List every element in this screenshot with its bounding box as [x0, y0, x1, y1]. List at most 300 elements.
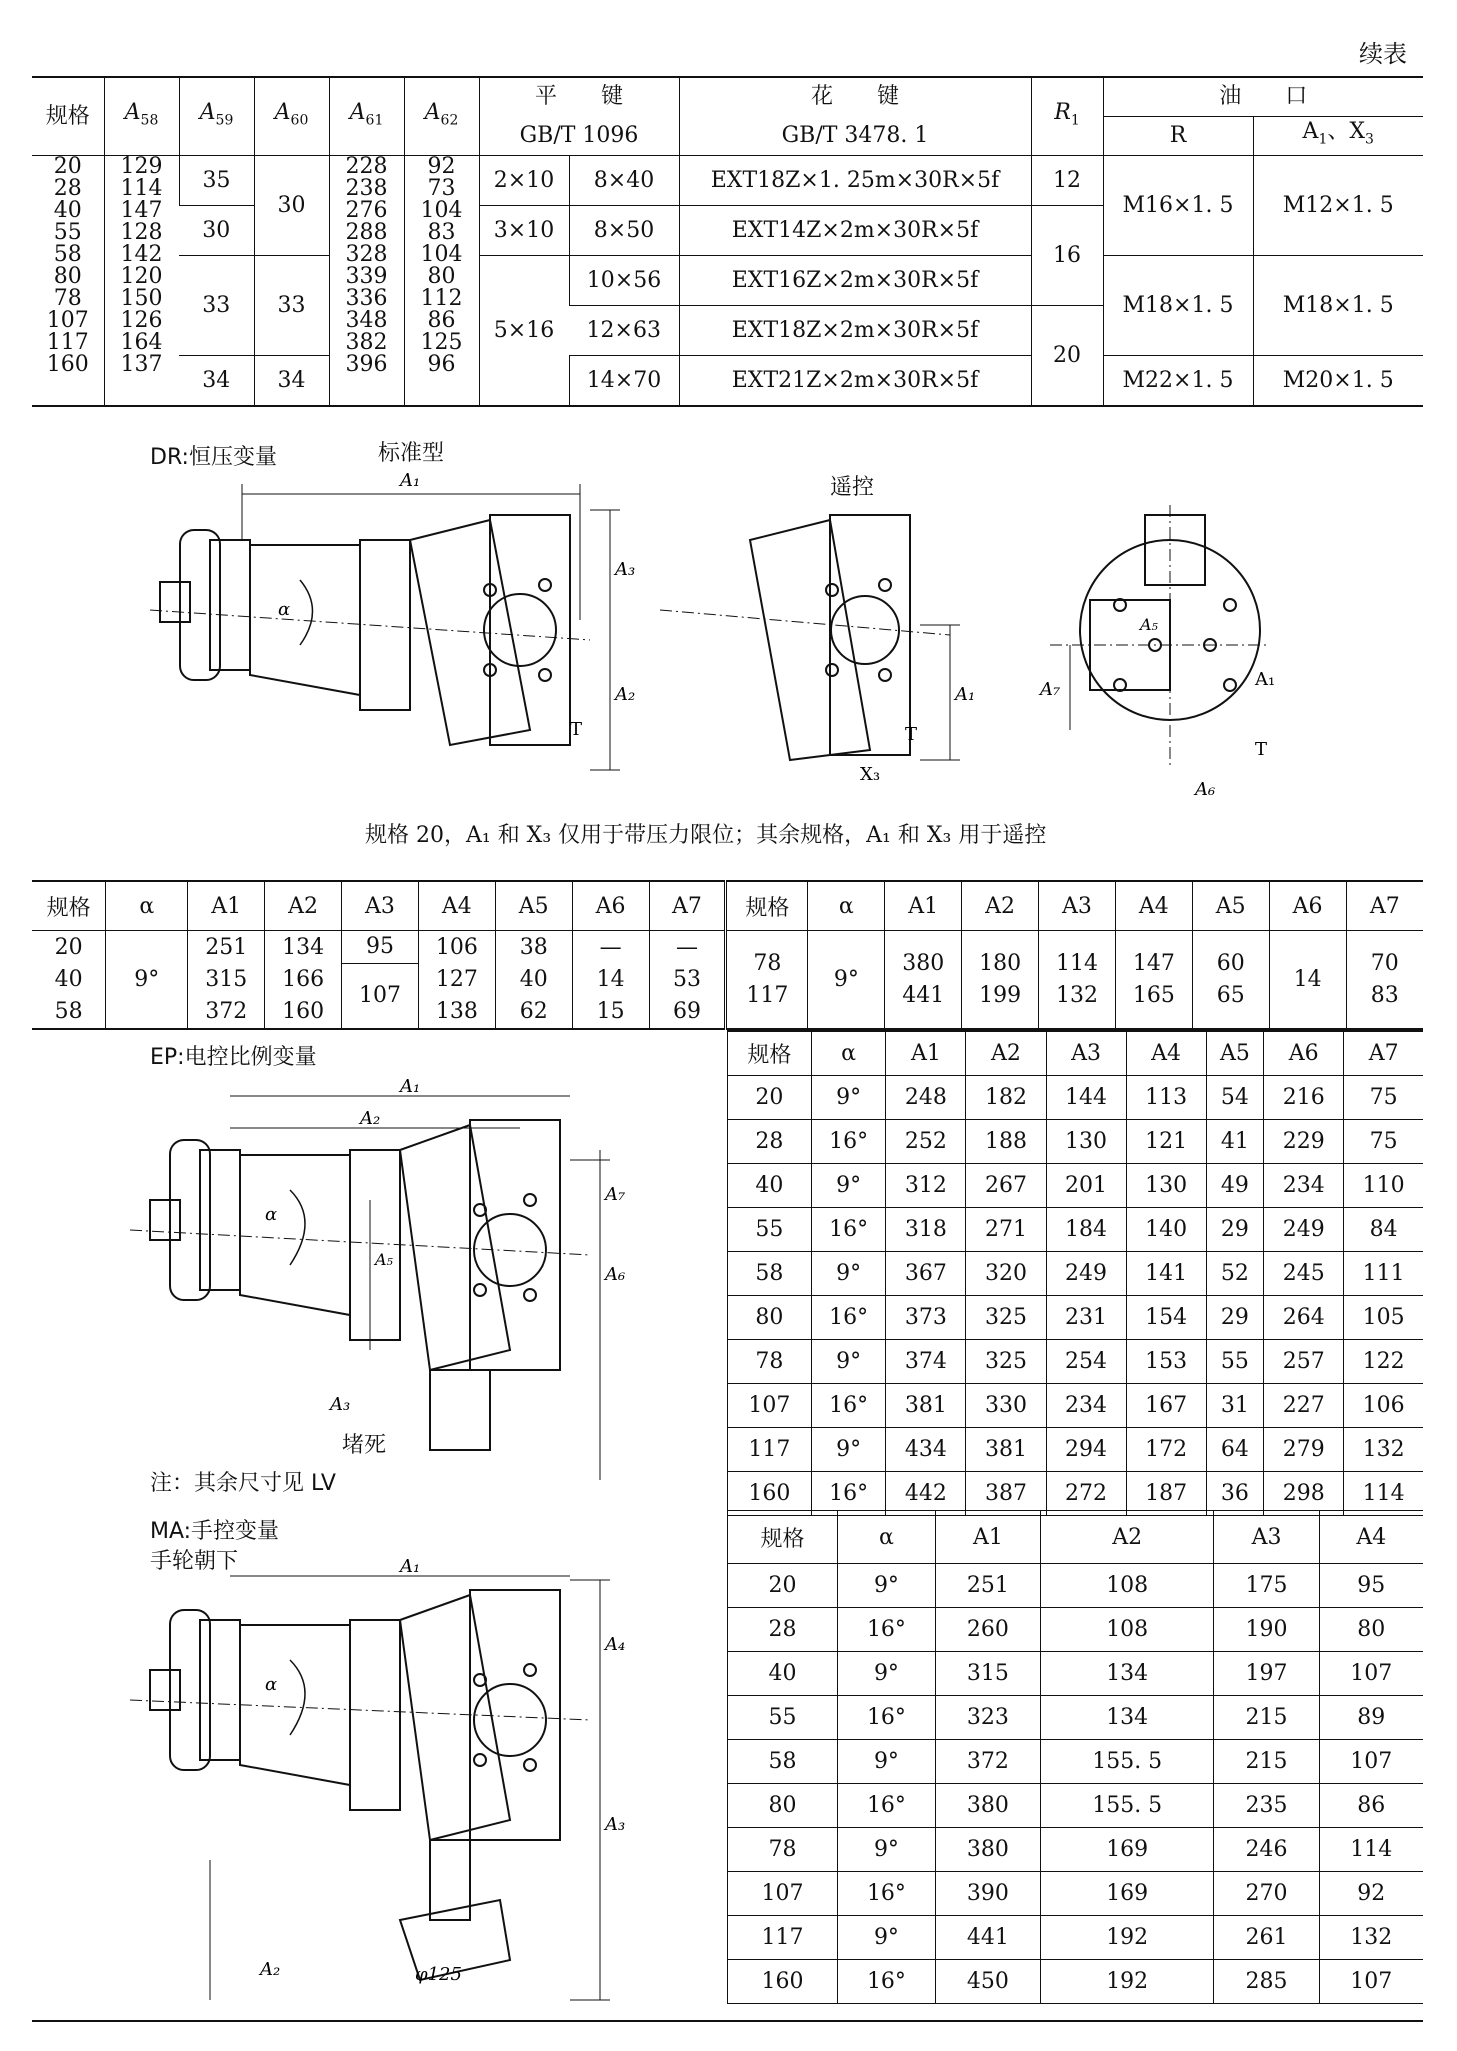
table-cell: 381 [966, 1428, 1046, 1472]
table-cell: 117 [728, 1428, 812, 1472]
a58-column: 129 114 147 128 142 120 150 126 164 137 [104, 156, 179, 407]
table-cell: 246 [1214, 1828, 1319, 1872]
header-a62: $A_{62}$ [404, 77, 479, 156]
table-cell: 434 [886, 1428, 966, 1472]
table-row [728, 1340, 1424, 1384]
header-a61: $A_{61}$ [329, 77, 404, 156]
table-cell: 160 [728, 1472, 812, 1516]
table-cell: 441 [935, 1916, 1040, 1960]
table-cell: 130 [1126, 1164, 1206, 1208]
table-cell: 20 [728, 1076, 812, 1120]
table-row [728, 1608, 1424, 1652]
dim-alpha: α [278, 599, 291, 620]
t2-a1: 251 315 372 [188, 931, 265, 1030]
oil-a-cell: M18×1. 5 [1253, 256, 1423, 356]
t2-header: A7 [649, 881, 726, 931]
table-cell: 16° [838, 1696, 936, 1740]
table-cell: 450 [935, 1960, 1040, 2004]
table-cell: 80 [1319, 1608, 1423, 1652]
table-cell: 106 [1344, 1384, 1423, 1428]
table-cell: 130 [1046, 1120, 1126, 1164]
flatkey1-cell: 2×10 [479, 156, 569, 206]
table-cell: 16° [838, 1872, 936, 1916]
oil-a-cell: M20×1. 5 [1253, 356, 1423, 407]
a60-cell: 30 [254, 156, 329, 256]
ma-table [727, 1510, 1423, 2004]
table-cell: 155. 5 [1040, 1740, 1214, 1784]
spline-cell: EXT14Z×2m×30R×5f [679, 206, 1031, 256]
table-cell: 105 [1344, 1296, 1423, 1340]
table-cell: 16° [811, 1120, 886, 1164]
port-t: T [570, 719, 583, 740]
a59-cell: 35 [179, 156, 254, 206]
table-cell: 234 [1264, 1164, 1344, 1208]
table-row [728, 1740, 1424, 1784]
table-row [728, 1696, 1424, 1740]
table-cell: 9° [838, 1740, 936, 1784]
table-cell: 367 [886, 1252, 966, 1296]
flatkey1-cell: 5×16 [479, 256, 569, 407]
table-cell: 325 [966, 1340, 1046, 1384]
dr-note: 规格 20，A₁ 和 X₃ 仅用于带压力限位；其余规格，A₁ 和 X₃ 用于遥控 [365, 823, 1047, 848]
table-cell: 75 [1344, 1120, 1423, 1164]
header-a60: $A_{60}$ [254, 77, 329, 156]
table-cell: 325 [966, 1296, 1046, 1340]
t2-a2: 134 166 160 [265, 931, 342, 1030]
ma-alpha: α [265, 1674, 278, 1695]
table-cell: 58 [728, 1740, 838, 1784]
table-cell: 31 [1206, 1384, 1264, 1428]
a60-cell: 34 [254, 356, 329, 407]
dim-a1-remote: A₁ [955, 684, 976, 705]
table-row [728, 1428, 1424, 1472]
table-cell: 29 [1206, 1208, 1264, 1252]
table-row [728, 1564, 1424, 1608]
table-cell: 252 [886, 1120, 966, 1164]
dr-title: DR:恒压变量 [150, 445, 277, 470]
ep-dim-a1: A₁ [400, 1076, 421, 1097]
table-cell: 201 [1046, 1164, 1126, 1208]
spline-cell: EXT16Z×2m×30R×5f [679, 256, 1031, 306]
table-cell: 249 [1046, 1252, 1126, 1296]
table-cell: 140 [1126, 1208, 1206, 1252]
table-cell: 160 [728, 1960, 838, 2004]
table-cell: 323 [935, 1696, 1040, 1740]
table-cell: 169 [1040, 1828, 1214, 1872]
table-cell: 114 [1344, 1472, 1423, 1516]
a59-cell: 33 [179, 256, 254, 356]
table-cell: 41 [1206, 1120, 1264, 1164]
table-cell: 75 [1344, 1076, 1423, 1120]
t2-alpha: 9° [106, 931, 188, 1030]
table-cell: 215 [1214, 1740, 1319, 1784]
table-cell: 16° [838, 1960, 936, 2004]
t2-header: A5 [1192, 881, 1269, 931]
dr-end-view [1030, 505, 1290, 805]
table-cell: 215 [1214, 1696, 1319, 1740]
t2-header: A3 [342, 881, 419, 931]
flatkey2-cell: 8×50 [569, 206, 679, 256]
dim-a7: A₇ [1040, 679, 1061, 700]
table-cell: 197 [1214, 1652, 1319, 1696]
t2-header: A5 [495, 881, 572, 931]
table-cell: 113 [1126, 1076, 1206, 1120]
spline-cell: EXT18Z×2m×30R×5f [679, 306, 1031, 356]
t4-header-row: 规格 α A1 A2 A3 A4 [728, 1511, 1424, 1564]
t2-r-a3: 114 132 [1039, 931, 1116, 1030]
table-row [728, 1164, 1424, 1208]
ma-dim-a2: A₂ [260, 1959, 281, 1980]
t2-r-a4: 147 165 [1115, 931, 1192, 1030]
t2-header: A4 [1115, 881, 1192, 931]
table-cell: 312 [886, 1164, 966, 1208]
dim-a5: A₅ [1140, 615, 1158, 634]
flatkey2-cell: 8×40 [569, 156, 679, 206]
table-cell: 298 [1264, 1472, 1344, 1516]
table-cell: 254 [1046, 1340, 1126, 1384]
table-cell: 16° [811, 1384, 886, 1428]
table-cell: 16° [811, 1208, 886, 1252]
table-cell: 16° [811, 1296, 886, 1340]
bottom-rule [32, 2020, 1423, 2022]
table-cell: 380 [935, 1784, 1040, 1828]
table-cell: 89 [1319, 1696, 1423, 1740]
t2-header: A7 [1346, 881, 1423, 931]
header-spline-std: GB/T 3478. 1 [679, 117, 1031, 156]
table-cell: 20 [728, 1564, 838, 1608]
table-row [728, 1916, 1424, 1960]
table-cell: 36 [1206, 1472, 1264, 1516]
table-cell: 442 [886, 1472, 966, 1516]
table-cell: 9° [811, 1076, 886, 1120]
spline-cell: EXT21Z×2m×30R×5f [679, 356, 1031, 407]
spline-cell: EXT18Z×1. 25m×30R×5f [679, 156, 1031, 206]
flatkey2-cell: 14×70 [569, 356, 679, 407]
t2-header: 规格 [726, 881, 808, 931]
ma-dim-a1: A₁ [400, 1556, 421, 1577]
t2-header: A6 [572, 881, 649, 931]
table-cell: 374 [886, 1340, 966, 1384]
table-cell: 260 [935, 1608, 1040, 1652]
dr-remote-label: 遥控 [830, 475, 875, 500]
table-cell: 16° [838, 1784, 936, 1828]
table-cell: 134 [1040, 1652, 1214, 1696]
table-cell: 49 [1206, 1164, 1264, 1208]
table-cell: 270 [1214, 1872, 1319, 1916]
table-cell: 245 [1264, 1252, 1344, 1296]
a59-cell: 34 [202, 367, 231, 393]
ep-dim-a3: A₃ [330, 1394, 351, 1415]
table-row [728, 1076, 1424, 1120]
t2-r-a6: 14 [1269, 931, 1346, 1030]
table-cell: 248 [886, 1076, 966, 1120]
table-cell: 107 [728, 1872, 838, 1916]
table-row [728, 1784, 1424, 1828]
table-cell: 16° [838, 1608, 936, 1652]
table-cell: 373 [886, 1296, 966, 1340]
t2-header: 规格 [32, 881, 106, 931]
t2-r-a7: 70 83 [1346, 931, 1423, 1030]
ep-alpha: α [265, 1204, 278, 1225]
port-x3: X₃ [860, 764, 881, 785]
r1-cell: 20 [1031, 306, 1103, 407]
t2-r-alpha: 9° [808, 931, 885, 1030]
header-flatkey-std: GB/T 1096 [479, 117, 679, 156]
t2-r-a5: 60 65 [1192, 931, 1269, 1030]
r1-cell: 16 [1031, 206, 1103, 306]
table-cell: 315 [935, 1652, 1040, 1696]
table-cell: 261 [1214, 1916, 1319, 1960]
dim-a2: A₂ [615, 684, 636, 705]
ep-dim-a6: A₆ [605, 1264, 626, 1285]
port-t-end: T [1255, 739, 1268, 760]
table-cell: 55 [728, 1696, 838, 1740]
oil-a-cell: M12×1. 5 [1253, 156, 1423, 256]
table-cell: 141 [1126, 1252, 1206, 1296]
table-cell: 387 [966, 1472, 1046, 1516]
ep-note: 注：其余尺寸见 LV [150, 1471, 336, 1496]
table-cell: 330 [966, 1384, 1046, 1428]
table-cell: 107 [728, 1384, 812, 1428]
ma-subtitle: 手轮朝下 [150, 1549, 239, 1574]
table-cell: 111 [1344, 1252, 1423, 1296]
table-cell: 64 [1206, 1428, 1264, 1472]
a59-cell: 30 [179, 206, 254, 256]
table-cell: 9° [838, 1564, 936, 1608]
table-cell: 249 [1264, 1208, 1344, 1252]
ma-dim-a4: A₄ [605, 1634, 626, 1655]
table-cell: 234 [1046, 1384, 1126, 1428]
table-row [728, 1296, 1424, 1340]
table-cell: 28 [728, 1120, 812, 1164]
table-cell: 84 [1344, 1208, 1423, 1252]
table-cell: 144 [1046, 1076, 1126, 1120]
table-cell: 279 [1264, 1428, 1344, 1472]
table-cell: 9° [838, 1828, 936, 1872]
port-t-remote: T [905, 724, 918, 745]
table-row [728, 1652, 1424, 1696]
ep-dim-a5: A₅ [375, 1250, 393, 1269]
dr-remote-drawing [660, 500, 1000, 800]
port-a1: A₁ [1255, 669, 1276, 690]
table-cell: 9° [838, 1652, 936, 1696]
table-cell: 107 [1319, 1960, 1423, 2004]
table-cell: 190 [1214, 1608, 1319, 1652]
table-cell: 380 [935, 1828, 1040, 1872]
t2-r-a1: 380 441 [885, 931, 962, 1030]
table-cell: 318 [886, 1208, 966, 1252]
table-cell: 132 [1319, 1916, 1423, 1960]
table-cell: 95 [1319, 1564, 1423, 1608]
table-cell: 9° [811, 1428, 886, 1472]
table-cell: 154 [1126, 1296, 1206, 1340]
ma-drawing [130, 1556, 630, 2020]
header-r1: $R_1$ [1031, 77, 1103, 156]
table-cell: 114 [1319, 1828, 1423, 1872]
table-cell: 9° [811, 1164, 886, 1208]
table-row [728, 1120, 1424, 1164]
t2-header: A2 [962, 881, 1039, 931]
t2-a3: 95 107 [342, 931, 419, 1030]
header-oil: 油 口 [1103, 77, 1423, 117]
table-cell: 110 [1344, 1164, 1423, 1208]
table-cell: 285 [1214, 1960, 1319, 2004]
t2-header: A2 [265, 881, 342, 931]
table-cell: 227 [1264, 1384, 1344, 1428]
table-cell: 381 [886, 1384, 966, 1428]
table-cell: 9° [811, 1340, 886, 1384]
table-cell: 117 [728, 1916, 838, 1960]
t2-header: A4 [418, 881, 495, 931]
ep-table [727, 1030, 1423, 1516]
table-cell: 267 [966, 1164, 1046, 1208]
ma-title: MA:手控变量 [150, 1519, 280, 1544]
table-cell: 272 [1046, 1472, 1126, 1516]
oil-r-cell: M16×1. 5 [1103, 156, 1253, 256]
table-cell: 251 [935, 1564, 1040, 1608]
table-cell: 257 [1264, 1340, 1344, 1384]
t2-header: A3 [1039, 881, 1116, 931]
t2-a7: — 53 69 [649, 931, 726, 1030]
table-cell: 29 [1206, 1296, 1264, 1340]
flatkey2-cell: 12×63 [569, 306, 679, 356]
table-cell: 235 [1214, 1784, 1319, 1828]
table-row [728, 1384, 1424, 1428]
dr-standard-drawing [150, 470, 650, 810]
t2-header: α [106, 881, 188, 931]
table-cell: 390 [935, 1872, 1040, 1916]
table-cell: 216 [1264, 1076, 1344, 1120]
table-row [728, 1828, 1424, 1872]
table-cell: 107 [1319, 1740, 1423, 1784]
table-cell: 153 [1126, 1340, 1206, 1384]
t2-header: A1 [885, 881, 962, 931]
spec-column: 20 28 40 55 58 80 78 107 117 160 [46, 154, 89, 377]
table-cell: 372 [935, 1740, 1040, 1784]
table-cell: 108 [1040, 1608, 1214, 1652]
table-cell: 80 [728, 1784, 838, 1828]
t2-a4: 106 127 138 [418, 931, 495, 1030]
table-cell: 320 [966, 1252, 1046, 1296]
table-cell: 192 [1040, 1916, 1214, 1960]
table-cell: 184 [1046, 1208, 1126, 1252]
dimension-table-1 [32, 76, 1423, 407]
dr-table [32, 880, 1423, 1030]
table-cell: 169 [1040, 1872, 1214, 1916]
table-cell: 121 [1126, 1120, 1206, 1164]
t3-header-row: 规格 α A1 A2 A3 A4 A5 A6 A7 [728, 1031, 1424, 1076]
flatkey2-cell: 10×56 [569, 256, 679, 306]
table-cell: 55 [728, 1208, 812, 1252]
oil-r-cell: M22×1. 5 [1103, 356, 1253, 407]
header-spline: 花 键 [679, 77, 1031, 117]
table-row [728, 1960, 1424, 2004]
table-row [728, 1472, 1424, 1516]
t2-a5: 38 40 62 [495, 931, 572, 1030]
table-cell: 28 [728, 1608, 838, 1652]
header-a59: $A_{59}$ [179, 77, 254, 156]
table-cell: 78 [728, 1828, 838, 1872]
table-cell: 58 [728, 1252, 812, 1296]
flatkey1-cell: 3×10 [479, 206, 569, 256]
table-cell: 134 [1040, 1696, 1214, 1740]
a61-column: 228 238 276 288 328 339 336 348 382 396 [329, 156, 404, 407]
header-spec: 规格 [32, 77, 104, 156]
header-flatkey: 平 键 [479, 77, 679, 117]
table-cell: 86 [1319, 1784, 1423, 1828]
table-cell: 229 [1264, 1120, 1344, 1164]
table-cell: 187 [1126, 1472, 1206, 1516]
table-row [728, 1252, 1424, 1296]
table-cell: 9° [811, 1252, 886, 1296]
r1-cell: 12 [1031, 156, 1103, 206]
table-cell: 172 [1126, 1428, 1206, 1472]
t2-header: A6 [1269, 881, 1346, 931]
table-cell: 108 [1040, 1564, 1214, 1608]
table-row [728, 1872, 1424, 1916]
t2-r-specs: 78 117 [726, 931, 808, 1030]
table-cell: 294 [1046, 1428, 1126, 1472]
ep-dim-a7: A₇ [605, 1184, 626, 1205]
dim-a1: A₁ [400, 470, 421, 491]
t2-header: A1 [188, 881, 265, 931]
dr-standard-label: 标准型 [378, 441, 445, 466]
table-cell: 52 [1206, 1252, 1264, 1296]
ma-phi: φ125 [415, 1964, 462, 1985]
t2-r-a2: 180 199 [962, 931, 1039, 1030]
table-row [728, 1208, 1424, 1252]
header-a58: $A_{58}$ [104, 77, 179, 156]
table-cell: 55 [1206, 1340, 1264, 1384]
table-cell: 175 [1214, 1564, 1319, 1608]
table-cell: 54 [1206, 1076, 1264, 1120]
table-cell: 132 [1344, 1428, 1423, 1472]
table-cell: 271 [966, 1208, 1046, 1252]
a60-cell: 33 [254, 256, 329, 356]
t2-a6: — 14 15 [572, 931, 649, 1030]
table-cell: 92 [1319, 1872, 1423, 1916]
ep-drawing [130, 1076, 630, 1480]
table-cell: 40 [728, 1164, 812, 1208]
table-cell: 231 [1046, 1296, 1126, 1340]
ep-dim-a2: A₂ [360, 1108, 381, 1129]
table-cell: 107 [1319, 1652, 1423, 1696]
table-cell: 16° [811, 1472, 886, 1516]
oil-r-cell: M18×1. 5 [1103, 256, 1253, 356]
ma-dim-a3: A₃ [605, 1814, 626, 1835]
table-cell: 122 [1344, 1340, 1423, 1384]
t2-header: α [808, 881, 885, 931]
table-cell: 40 [728, 1652, 838, 1696]
header-oil-r: R [1103, 117, 1253, 156]
table-cell: 182 [966, 1076, 1046, 1120]
ep-title: EP:电控比例变量 [150, 1045, 317, 1070]
table-cell: 264 [1264, 1296, 1344, 1340]
table-cell: 155. 5 [1040, 1784, 1214, 1828]
header-oil-a1x3: $A_1$、$X_3$ [1253, 117, 1423, 156]
continued-label: 续表 [1359, 40, 1407, 68]
a62-column: 92 73 104 83 104 80 112 86 125 96 [404, 156, 479, 407]
table-cell: 9° [838, 1916, 936, 1960]
table-cell: 188 [966, 1120, 1046, 1164]
table-cell: 80 [728, 1296, 812, 1340]
dim-a6: A₆ [1195, 779, 1216, 800]
table-cell: 192 [1040, 1960, 1214, 2004]
t2-specs: 20 40 58 [54, 934, 83, 1024]
ep-blocked-label: 堵死 [342, 1433, 387, 1458]
table-cell: 78 [728, 1340, 812, 1384]
dim-a3: A₃ [615, 559, 636, 580]
